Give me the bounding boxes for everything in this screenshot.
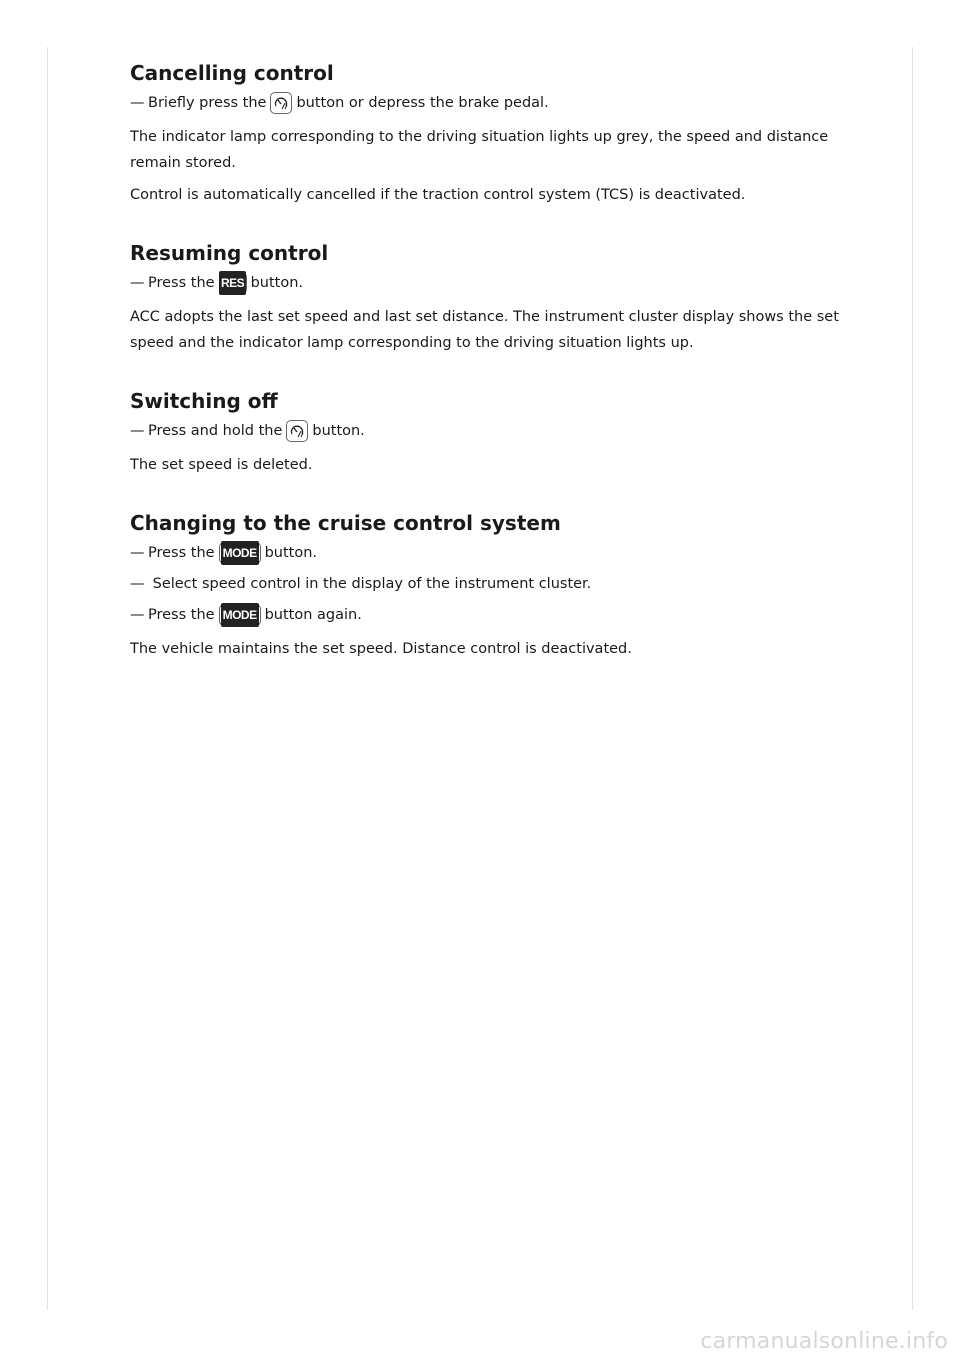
- cruise-speedometer-icon: [286, 420, 308, 442]
- step-dash: —: [130, 275, 145, 291]
- step-text-after: button.: [264, 545, 318, 561]
- body-paragraph: ACC adopts the last set speed and last set distance. The instrument cluster display shows the set speed and the indicator lamp corresponding to the driving situation lights up.: [130, 309, 839, 351]
- section-heading: Changing to the cruise control system: [130, 511, 561, 535]
- step-text-after: button.: [250, 275, 304, 291]
- section-heading: Cancelling control: [130, 61, 334, 85]
- instruction-step: [130, 272, 870, 294]
- section-resuming-control: [130, 238, 870, 356]
- step-text-before: Press the: [148, 607, 215, 623]
- step-text-before: Select speed control in the display of the instrument cluster.: [148, 576, 592, 592]
- step-text-before: Press the: [148, 275, 215, 291]
- section-switching-off: [130, 386, 870, 478]
- mode-button-label: MODE: [221, 603, 259, 627]
- step-text-before: Press and hold the: [148, 423, 283, 439]
- instruction-step: [130, 573, 870, 595]
- step-text-before: Press the: [148, 545, 215, 561]
- instruction-step: [130, 542, 870, 564]
- section-changing-to-cruise-control: [130, 508, 870, 662]
- cruise-speedometer-icon: [270, 92, 292, 114]
- body-paragraph: The indicator lamp corresponding to the driving situation lights up grey, the speed and distance remain stored.: [130, 129, 829, 171]
- section-cancelling-control: [130, 58, 870, 208]
- step-dash: —: [130, 576, 145, 592]
- page-border-right: [912, 47, 913, 1310]
- body-paragraph: The vehicle maintains the set speed. Distance control is deactivated.: [130, 641, 632, 657]
- instruction-step: [130, 420, 870, 442]
- watermark: carmanualsonline.info: [700, 1329, 948, 1354]
- step-dash: —: [130, 545, 145, 561]
- body-paragraph: The set speed is deleted.: [130, 457, 313, 473]
- res-button-label: RES: [219, 271, 246, 295]
- step-dash: —: [130, 423, 145, 439]
- mode-button-icon: [219, 542, 261, 564]
- manual-content: [130, 58, 870, 692]
- res-button-icon: [219, 272, 247, 294]
- step-text-after: button or depress the brake pedal.: [296, 95, 549, 111]
- section-heading: Resuming control: [130, 241, 329, 265]
- body-paragraph: Control is automatically cancelled if the traction control system (TCS) is deactivated.: [130, 187, 746, 203]
- page-border-left: [47, 47, 48, 1310]
- step-text-after: button.: [312, 423, 365, 439]
- mode-button-label: MODE: [221, 541, 259, 565]
- section-heading: Switching off: [130, 389, 278, 413]
- step-dash: —: [130, 95, 145, 111]
- step-text-after: button again.: [264, 607, 362, 623]
- step-text-before: Briefly press the: [148, 95, 267, 111]
- mode-button-icon: [219, 604, 261, 626]
- instruction-step: [130, 92, 870, 114]
- instruction-step: [130, 604, 870, 626]
- step-dash: —: [130, 607, 145, 623]
